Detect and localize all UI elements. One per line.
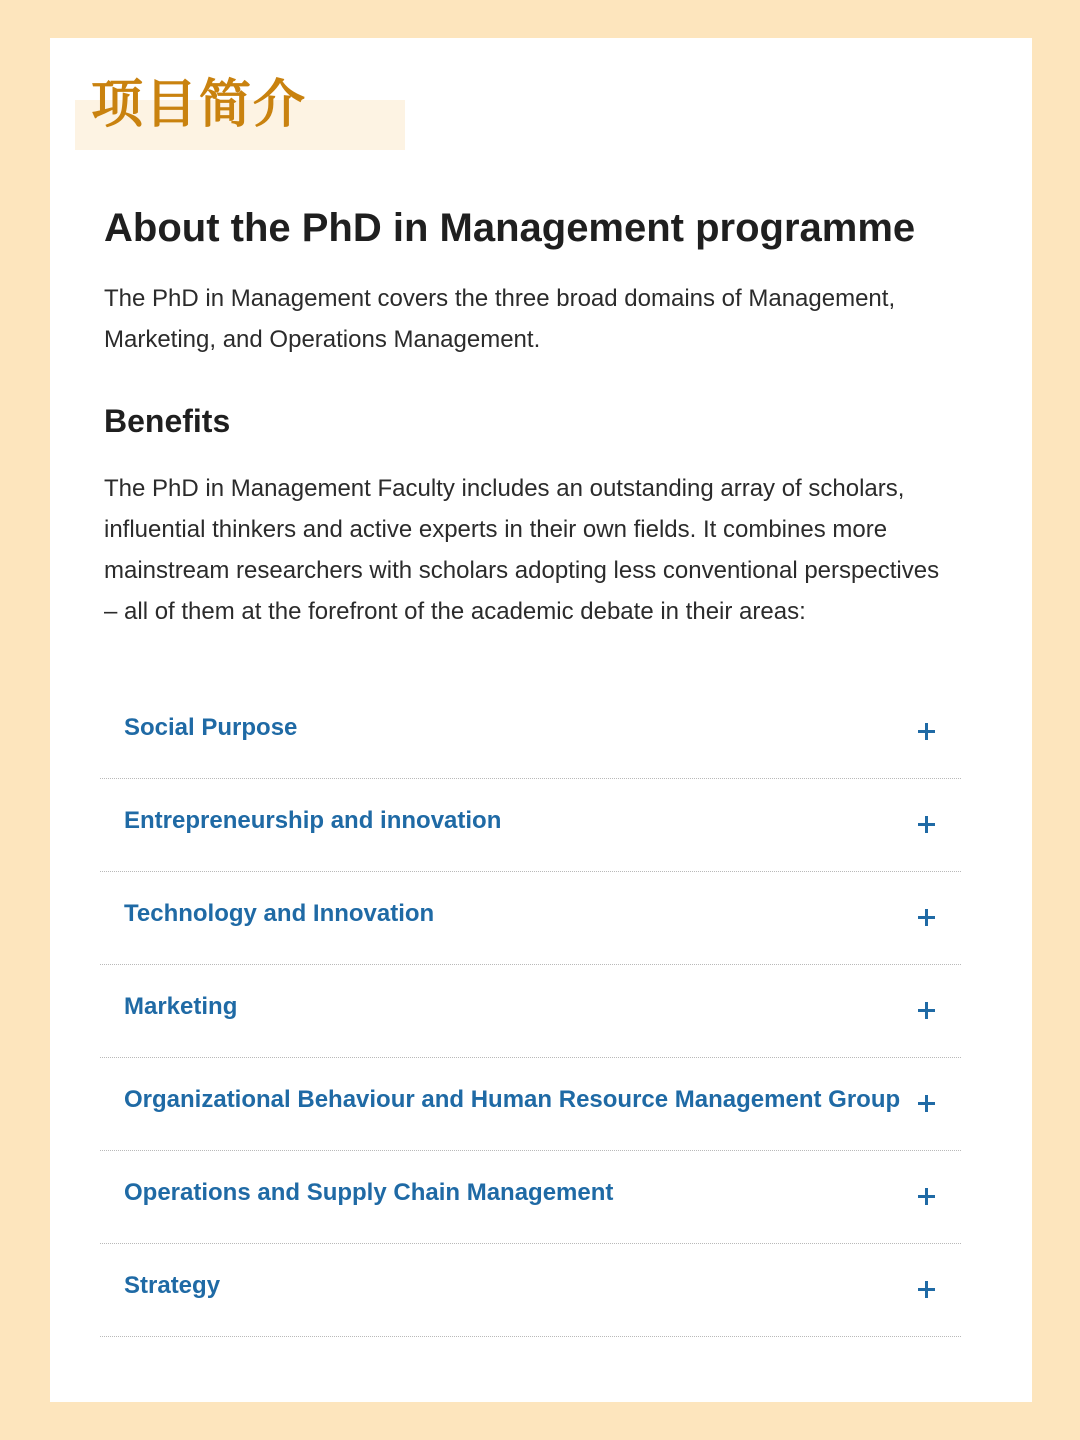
- plus-icon[interactable]: [918, 723, 935, 740]
- plus-icon[interactable]: [918, 1188, 935, 1205]
- accordion-item-operations[interactable]: [100, 1151, 961, 1244]
- accordion-label: Organizational Behaviour and Human Resource Management Group: [124, 1086, 901, 1113]
- accordion-label: Entrepreneurship and innovation: [124, 807, 502, 834]
- accordion-label: Social Purpose: [124, 714, 298, 741]
- plus-icon[interactable]: [918, 1095, 935, 1112]
- plus-icon[interactable]: [918, 1002, 935, 1019]
- benefits-paragraph: The PhD in Management Faculty includes an outstanding array of scholars, influential thinkers and active experts in their own fields. It combines more mainstream researchers with scholars adopting less conventional perspectives – all of them at the forefront of the academic debate in their areas:: [104, 475, 940, 625]
- plus-icon[interactable]: [918, 909, 935, 926]
- accordion-item-entrepreneurship[interactable]: [100, 779, 961, 872]
- accordion-item-organizational-behaviour[interactable]: [100, 1058, 961, 1151]
- research-areas-accordion: [100, 686, 961, 1337]
- banner-title: 项目简介: [91, 75, 308, 135]
- accordion-item-marketing[interactable]: [100, 965, 961, 1058]
- intro-paragraph: The PhD in Management covers the three broad domains of Management, Marketing, and Operations Management.: [104, 285, 896, 353]
- main-content: [104, 200, 964, 632]
- plus-icon[interactable]: [918, 816, 935, 833]
- accordion-label: Marketing: [124, 993, 238, 1020]
- accordion-label: Operations and Supply Chain Management: [124, 1179, 614, 1206]
- section-banner: [75, 60, 405, 150]
- benefits-heading: Benefits: [104, 403, 231, 439]
- accordion-label: Technology and Innovation: [124, 900, 435, 927]
- accordion-label: Strategy: [124, 1272, 221, 1299]
- accordion-item-technology[interactable]: [100, 872, 961, 965]
- page-title: About the PhD in Management programme: [104, 206, 916, 250]
- accordion-item-strategy[interactable]: [100, 1244, 961, 1337]
- plus-icon[interactable]: [918, 1281, 935, 1298]
- accordion-item-social-purpose[interactable]: [100, 686, 961, 779]
